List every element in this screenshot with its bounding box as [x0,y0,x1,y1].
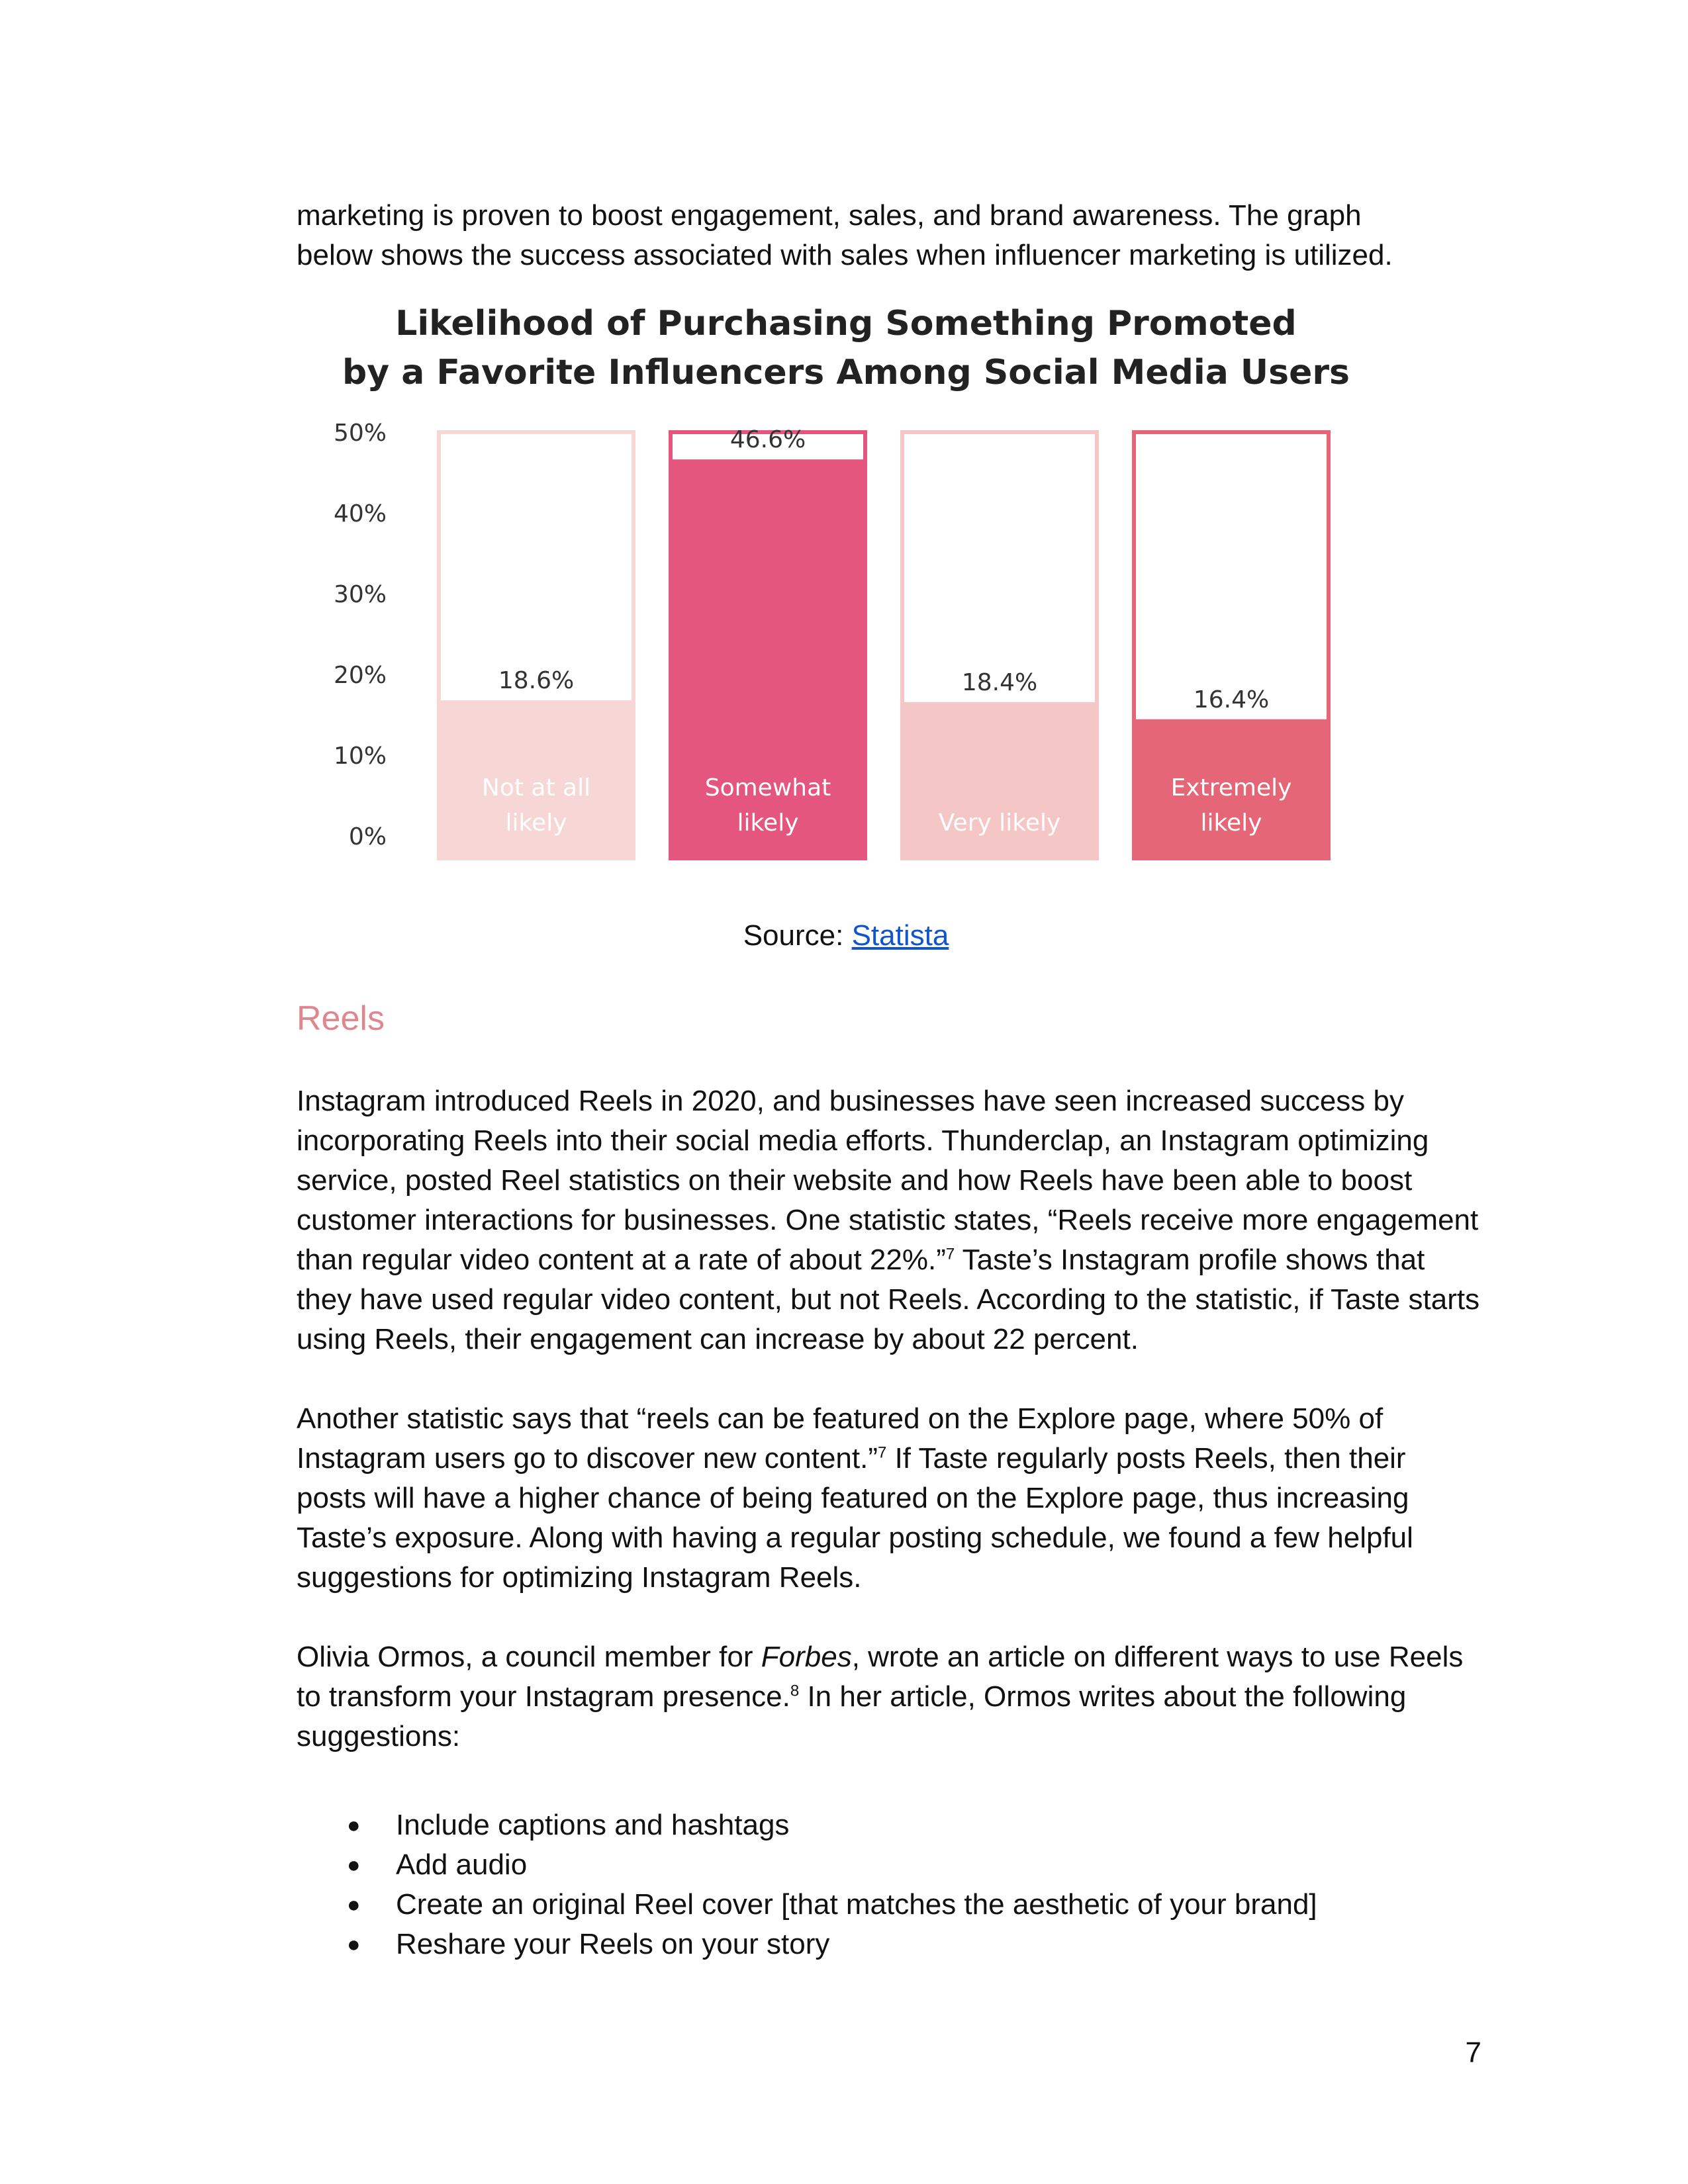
y-tick-label: 30% [333,581,387,608]
list-item-text: Include captions and hashtags [396,1809,790,1841]
y-tick-label: 50% [333,420,387,447]
footnote-ref: 7 [945,1245,955,1263]
y-tick-label: 20% [333,662,387,689]
bar-value-label: 18.4% [961,668,1038,696]
reels-paragraph-2 [297,1399,1481,1598]
intro-paragraph [297,196,1481,275]
page-number: 7 [1465,2036,1481,2069]
bar-category-label: Extremely [1170,774,1292,801]
chart-title-line-2: by a Favorite Influencers Among Social Media Users [342,353,1350,392]
bullet-icon: ● [347,1813,361,1838]
reels-paragraph-1 [297,1081,1481,1359]
reels-paragraph-2-text-a: Another statistic says that “reels can be featured on the Explore page, where 50% of Instagram users go to discover new content.” [297,1402,1383,1475]
bullet-icon: ● [347,1892,361,1917]
reels-paragraph-3-text-b: , wrote an article on different ways to use Reels to transform your Instagram presence. [297,1641,1464,1713]
publication-name: Forbes [761,1641,852,1673]
list-item-text: Create an original Reel cover [that matches the aesthetic of your brand] [396,1888,1317,1921]
reels-paragraph-2-text-b: If Taste regularly posts Reels, then their posts will have a higher chance of being featured on the Explore page, thus increasing Taste’s exposure. Along with having a regular posting schedule, we found a few helpful suggestions for optimizing Instagram Reels. [297,1442,1413,1594]
chart-title [297,299,1395,397]
suggestions-list [297,1805,1481,1964]
intro-line-2: below shows the success associated with sales when influencer marketing is utilized. [297,239,1393,271]
bar-category-label: Somewhat [704,774,831,801]
bullet-icon: ● [347,1852,361,1878]
y-tick-label: 40% [333,500,387,527]
reels-paragraph-1-text-b: Taste’s Instagram profile shows that they have used regular video content, but not Reels. According to the statistic, if Taste starts using Reels, their engagement can increase by about 22 percent. [297,1244,1480,1355]
bars [437,426,1331,860]
source-prefix: Source: [743,919,852,952]
bar-category-label: Not at all [481,774,591,801]
bar-value-label: 18.6% [498,667,575,695]
y-tick-label: 0% [348,823,387,850]
list-item [297,1805,1481,1845]
list-item [297,1925,1481,1964]
bar-value-label: 16.4% [1193,686,1270,713]
bar-category-label: Very likely [938,809,1061,837]
bar-category-label: likely [1200,809,1262,837]
intro-line-1: marketing is proven to boost engagement, sales, and brand awareness. The graph [297,199,1362,232]
bar-chart [297,410,1395,874]
footnote-ref: 8 [790,1682,800,1700]
y-tick-label: 10% [333,743,387,770]
bar-value-label: 46.6% [729,426,806,454]
list-item [297,1885,1481,1925]
list-item-text: Reshare your Reels on your story [396,1928,830,1960]
reels-paragraph-3-text-a: Olivia Ormos, a council member for [297,1641,761,1673]
footnote-ref: 7 [877,1443,887,1462]
reels-paragraph-3-text-c: In her article, Ormos writes about the following suggestions: [297,1680,1407,1752]
bar [900,702,1099,860]
bullet-icon: ● [347,1932,361,1957]
statista-link[interactable]: Statista [851,919,949,952]
reels-paragraph-1-text-a: Instagram introduced Reels in 2020, and businesses have seen increased success by incorporating Reels into their social media efforts. Thunderclap, an Instagram optimizing service, posted Reel statistics on their website and how Reels have been able to boost customer interactions for businesses. One statistic states, “Reels receive more engagement than regular video content at a rate of about 22%.” [297,1085,1479,1276]
chart-title-line-1: Likelihood of Purchasing Something Promoted [395,304,1297,343]
section-heading-reels: Reels [297,999,385,1038]
source-line [297,916,1395,956]
list-item [297,1845,1481,1885]
y-axis-ticks [334,420,387,850]
bar-category-label: likely [505,809,567,837]
list-item-text: Add audio [396,1848,528,1881]
bar-category-label: likely [737,809,799,837]
reels-paragraph-3 [297,1637,1481,1756]
